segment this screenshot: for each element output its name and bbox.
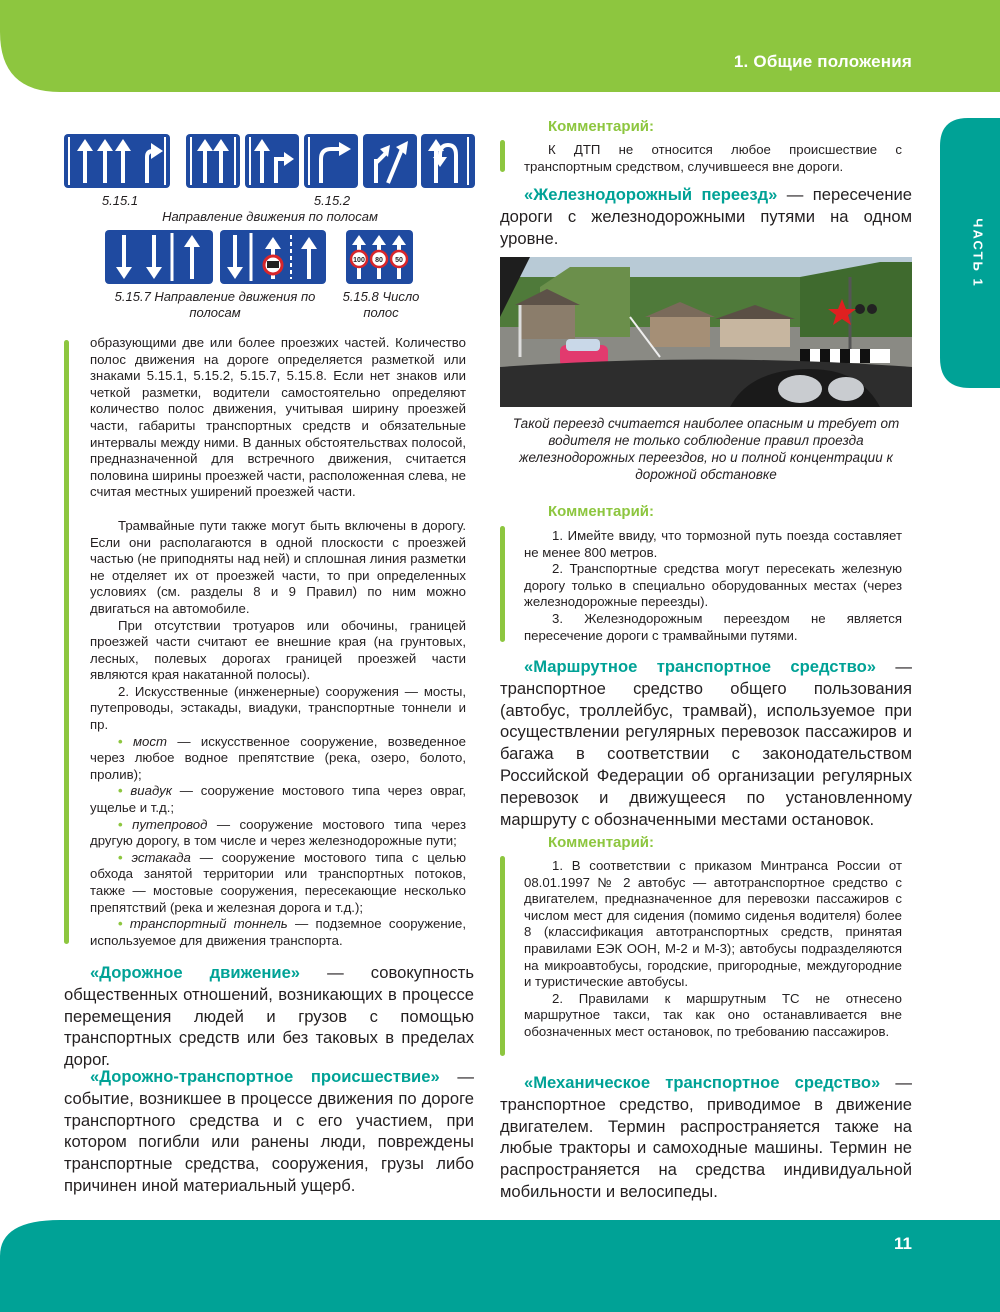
caption-5-15-2: 5.15.2 [313, 193, 351, 208]
sign-5-15-2-e [422, 135, 474, 187]
caption-lanes-group: Направление движения по полосам [162, 209, 378, 224]
photo-caption: Такой переезд считается наиболее опасным и требует от водителя не только соблюдение правил проезда железнодорожных переездов, но и полной концентрации к дорожной обстановке [512, 416, 900, 482]
caption-5-15-8: 5.15.8 Число полос [342, 289, 420, 320]
bullet-item: • транспортный тоннель — подземное сооружение, используемое для движения транспорта. [90, 916, 466, 948]
footer-band [0, 1220, 1000, 1312]
part-label: ЧАСТЬ 1 [970, 218, 986, 288]
left-body-text [90, 335, 466, 949]
comment-3-text [524, 858, 902, 1041]
comment-1-text: К ДТП не относится любое происшествие с транспортным средством, случившееся вне дороги. [524, 142, 902, 174]
comment-3-rule [500, 856, 505, 1056]
caption-5-15-1: 5.15.1 [101, 193, 139, 208]
sign-5-15-2-a [187, 135, 239, 187]
sign-5-15-1 [65, 135, 169, 187]
sign-5-15-7-a [106, 231, 212, 283]
def-accident: «Дорожно-транспортное происшествие» — событие, возникшее в процессе движения по дороге транспортного средства и с его участием, при котором погибли или ранены люди, повреждены транспортные средства, сооружения, грузы либо причинен иной материальный ущерб. [64, 1067, 474, 1195]
comment-2-item: 1. Имейте ввиду, что тормозной путь поезда составляет не менее 800 метров. [524, 528, 902, 560]
speed-limit-80: 80 [375, 257, 383, 264]
comment-3-item: 1. В соответствии с приказом Минтранса России от 08.01.1997 № 2 автобус — автотранспортное средство с двигателем, предназначенное для перевозки пассажиров с числом мест для сидения (помимо сиденья водителя) более 8 (классификация автотранспортных средств, принятая правилами ЕЭК ООН, М-2 и М-3); автобусы подразделяются на микроавтобусы, городские, пригородные, междугородние и туристические автобусы. [524, 858, 902, 990]
comment-title-2: Комментарий: [548, 503, 655, 520]
sign-5-15-7-b [221, 231, 325, 283]
sign-5-15-2-c [305, 135, 357, 187]
comment-title-3: Комментарий: [548, 834, 655, 851]
def-railway-crossing: «Железнодорожный переезд» — пересечение дороги с железнодорожными путями на одном уровне. [500, 185, 912, 248]
sign-5-15-2-b [246, 135, 298, 187]
page-number: 11 [894, 1234, 912, 1253]
railway-crossing-photo [500, 257, 912, 407]
section-title: 1. Общие положения [733, 52, 912, 71]
sign-5-15-2-d [364, 135, 416, 187]
comment-1-rule [500, 140, 505, 172]
part-side-tab[interactable] [940, 118, 1000, 388]
sign-5-15-8 [347, 231, 412, 283]
bullet-item: • виадук — сооружение мостового типа через овраг, ущелье и т.д.; [90, 783, 466, 816]
left-green-rule [64, 340, 69, 944]
header-band [0, 0, 1000, 92]
caption-5-15-7: 5.15.7 Направление движения по полосам [114, 289, 316, 320]
comment-2-rule [500, 526, 505, 642]
bullet-item: • путепровод — сооружение мостового типа через другую дорогу, в том числе и через железнодорожные пути; [90, 816, 466, 849]
comment-2-item: 3. Железнодорожным переездом не является пересечение дороги с трамвайными путями. [524, 610, 902, 643]
paragraph-tram: Трамвайные пути также могут быть включены в дорогу. Если они располагаются в одной плоскости с проезжей частью (не приподняты над ней) и сплошная линия разметки не отделяет их от проезжей части, то при определенных условиях (см. разделы 8 и 9 Правил) по ним можно двигаться на автомобиле. [90, 517, 466, 616]
paragraph-structures: 2. Искусственные (инженерные) сооружения — мосты, путепроводы, эстакады, виадуки, транспортные тоннели и пр. [90, 683, 466, 733]
comment-2-item: 2. Транспортные средства могут пересекать железную дорогу только в специально оборудованных местах (через железнодорожные переезды). [524, 561, 902, 610]
comment-title-1: Комментарий: [548, 118, 655, 135]
comment-2-text [524, 528, 902, 644]
bullet-item: • мост — искусственное сооружение, возведенное через любое водное препятствие (река, озеро, болото, пролив); [90, 733, 466, 782]
speed-limit-50: 50 [395, 257, 403, 264]
speed-limit-100: 100 [353, 257, 365, 264]
def-motor-vehicle: «Механическое транспортное средство» — транспортное средство, приводимое в движение двигателем. Термин распространяется также на любые тракторы и самоходные машины. Термин не распространяется на средства индивидуальной мобильности и велосипеды. [500, 1073, 912, 1201]
paragraph-lanes: образующими две или более проезжих частей. Количество полос движения на дороге определяется разметкой или знаками 5.15.1, 5.15.2, 5.15.7, 5.15.8. Если нет знаков или четкой разметки, водители самостоятельно определяют количество полос движения, учитывая ширину проезжей части, габариты транспортных средств и обязательные интервалы между ними. В данных обстоятельствах полосой, предназначенной для встречного движения, считается половина ширины проезжей части, расположенная слева, не считая местных уширений проезжей части. [90, 335, 466, 500]
comment-3-item: 2. Правилами к маршрутным ТС не отнесено маршрутное такси, так как оно останавливается вне обозначенных мест остановок, по требованию пассажиров. [524, 990, 902, 1039]
paragraph-edges: При отсутствии тротуаров или обочины, границей проезжей части считают ее внешние края (на грунтовых, лесных, полевых дорогах границей проезжей части являются края накатанной полосы). [90, 617, 466, 683]
def-road-traffic: «Дорожное движение» — совокупность общественных отношений, возникающих в процессе перемещения людей и грузов с помощью транспортных средств или без таковых в пределах дорог. [64, 963, 474, 1070]
bullet-item: • эстакада — сооружение мостового типа с целью обхода занятой территории или транспортных потоков, также — мостовые сооружения, пересекающие несколько препятствий (река и железная дорога и т.д.); [90, 849, 466, 915]
def-route-vehicle: «Маршрутное транспортное средство» — транспортное средство общего пользования (автобус, троллейбус, трамвай), используемое при осуществлении регулярных перевозок пассажиров и багажа в соответствии с законодательством Российской Федерации об организации регулярных перевозок и движущееся по установленному маршруту с обозначенными местами остановок. [500, 657, 912, 829]
